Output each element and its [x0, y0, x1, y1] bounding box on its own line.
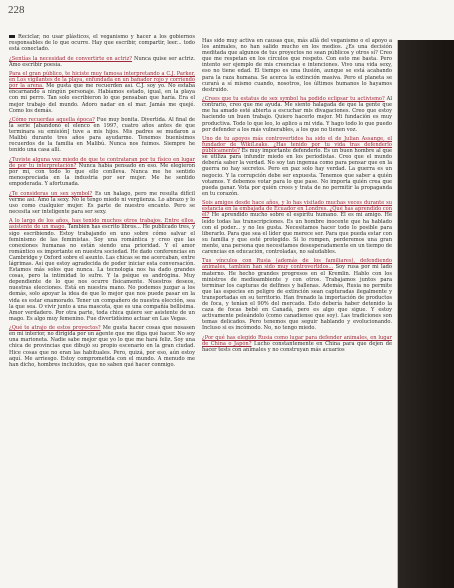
paragraph [202, 136, 392, 197]
paragraph [202, 258, 392, 331]
answer-text: Soy rusa por mi lado materno. He hecho grandes progresos en el Kremlin. Hablo con los ministros de medioambiente y con otros. Trabajamos juntos para terminar los capturas de delfines y ballenas. Además, Rusia no permite que las especies en peligro de extinción sean capturadas ilegalmente y transportadas en su territorio. Han frenado la importación de productos de foca, y tenían el 90% del mercado. Esto debería haber detenido la caza de focas bebé en Canadá, pero es algo que sigue. Y estoy activamente peleándolo (como canadiense que soy). Las tradiciones son temas delicados. Pero tenemos que seguir hablando y evolucionando. Incluso si es incómodo. No, no tengo miedo. [202, 264, 392, 332]
paragraph [9, 191, 195, 215]
right-column [202, 38, 392, 356]
interview-question: ¿Cómo recuerdas aquella época? [9, 117, 95, 124]
interview-question: ¿Por qué has elegido Rusia como lugar para defender animales, en lugar de China o Japón? [202, 334, 392, 347]
answer-text: Me gusta que me recuerden así. C.J. soy yo. No estaba encarnando a ningún personaje. Habíamos estado, igual, en la playa con mi perro. Tan solo escribieron lo que pensaban que haría. Era el mejor trabajo del mundo. Adoro nadar en el mar. Jamás me quejé. Como los demás. [9, 83, 195, 114]
answer-text: He aprendido mucho sobre el espíritu humano. Él es mi amigo. He leído todas las transcripciones. Es un hombre inocente que ha hablado con el poder... y no les gusta. Necesitamos hacer todo lo posible para liberarlo. Para que sea el líder que merece ser. Para que pueda estar con su familia y que esté protegido. Si lo rompen, perderemos una gran mente, una persona que necesitamos desesperadamente en un tiempo de carencias en educación, controladas, no saludables. [202, 212, 392, 255]
paragraph [9, 117, 195, 154]
bullet-mark [9, 35, 15, 38]
paragraph [9, 325, 195, 368]
paragraph [9, 34, 195, 52]
answer-text: También has escrito libros... He publicado tres, y sigo escribiendo. Estoy trabajando en uno sobre cómo salvar el feminismo de las feministas. Soy una romántica y creo que las conexiones humanas no están siendo una prioridad. Y el amor romántico es importante en nuestra sociedad. He dado conferencias en Cambridge y Oxford sobre el asunto. Las chicas se me acercaban, entre lágrimas. Así que estoy agradecida de poder iniciar esta conversación. Estamos más solos que nunca. La tecnología nos ha dado grandes cosas, pero la intimidad lo sufre. Y la psique es andrógina. Muy dependiente de lo que nos ocurre físicamente. Nuestros deseos, nuestras elecciones. Está en nuestra mano. No podemos juzgar a los demás, solo apoyar la idea de que lo mejor que nos puede pasar en la vida es estar enamorado. Tener un compañero de nuestra elección, sea la que sea. O vivir junto a una mascota, que es una compañía bellísima. Amor verdadero. Por otra parte, toda chica quiere ser asistente de un mago. Es algo muy femenino. Fue divertidísimo actuar en Las Vegas. [9, 224, 195, 322]
interview-question: A lo largo de los años, has tenido muchos otros trabajos. Entre ellos, asistente de un mago. [9, 218, 195, 231]
interview-question: ¿Sentías la necesidad de convertirte en actriz? [9, 55, 133, 62]
answer-text: Lucho constantemente en China para que dejen de hacer tests con animales y no construyan más acuarios [202, 340, 392, 353]
interview-question: ¿Qué te atrajo de estos proyectos? [9, 325, 101, 332]
interview-question: Uno de tu apoyos más controvertidos ha sido el de Julian Assange, el fundador de WikiLeaks. ¿Has tenido por tu vida tras defenderlo públicamente? [202, 136, 392, 155]
paragraph [9, 56, 195, 68]
interview-question: Para el gran público, te hiciste muy famosa interpretando a C.J. Parker, en Los vigilantes de la playa, enfundada en un bañador rojo y corriendo por la arena. [9, 71, 195, 90]
facing-page-photo-edge [398, 40, 454, 588]
answer-text: Es un halago, pero me resulta difícil verme así. Amo la sexy. No le tengo miedo ni vergüenza. Lo abrazo y lo uso como cualquier mujer. Es parte de nuestro encanto. Pero se necesita ser inteligente para ser sexy. [9, 190, 195, 215]
interview-question: ¿Crees que tu estatus de sex symbol ha podido eclipsar tu activismo? [202, 96, 385, 103]
paragraph [202, 96, 392, 133]
paragraph [9, 218, 195, 322]
answer-text: Fue muy bonita. Divertida. Al final de la serie [abandonó el elenco en 1997, cuatro años antes de que terminara su emisión] tuve a mis hijos. Mis padres se mudaron a Malibú durante tres años para ayudarme. Tenemos buenísimos recuerdos de la familia en Malibú. Nunca nos fuimos. Siempre he tenido una casa allí. [9, 117, 195, 154]
answer-text: Has sido muy activa en causas que, más allá del veganismo o el apoyo a los animales, no han salido mucho en los medios. ¿Es una decisión meditada que algunos de tus proyectos no sean públicos y otros sí? Creo que me respetan en los círculos que respeto. Con esto me basta. Pero intento ser ejemplo de mis creencias e intenciones. Vivo una vida sexy, eso no tiene edad. El tiempo es una ilusión, aunque se está acabando para la raza humana. Se acerca la extinción masiva. Pero el planeta se curará a sí mismo cuando, nosotros, los últimos humanos lo hayamos destruido. [202, 38, 392, 93]
paragraph [9, 71, 195, 114]
page-number: 228 [8, 4, 25, 16]
interview-question: Tus vínculos con Rusia (además de los familiares), defendiendo animales, también han sido muy controvertidos... [202, 258, 392, 271]
answer-text: Nunca quise ser actriz. Amo escribir poesía. [9, 55, 195, 68]
interview-question: ¿Tuviste alguna vez miedo de que te contrataran por tu físico en lugar de por tu interpretación? [9, 156, 195, 169]
left-column [9, 34, 195, 371]
answer-text: Es muy importante defenderlo. Es un buen hombre al que se utiliza para infundir miedo en los periodistas. Creo que el mundo debería saber la verdad. No soy tan ingenua como para pensar que en la guerra no hay secretos. Pero en paz solo hay verdad. La guerra es un negocio. Y la corrupción debe ser expuesta. Tenemos que saber a quién votamos. Y debemos votar para lo que pase. No importa quién crea que pueda ganar. Vota por quién crees y trata de no permitir la propaganda en tu corazón. [202, 148, 392, 197]
interview-question: ¿Te consideras un sex symbol? [9, 190, 93, 197]
paragraph [9, 157, 195, 187]
paragraph [202, 335, 392, 353]
answer-text: Nunca había pensado en eso. Me elegieron por mí, con todo lo que ello conlleva. Nunca me he sentido menospreciada en la industria por ser mujer. Me he sentido empoderada. Y afortunada. [9, 162, 195, 188]
answer-text: Me gusta hacer cosas que nosasen en mi interior, no dirigida por un agente que me diga qué hacer. No soy una marioneta. Nadie sabe mejor que yo lo que me hará feliz. Soy una chica de provincias que dibujó su propio escenario en la gran ciudad. Hice cosas que no eran las habituales. Pero, quizá, por eso, aún estoy aquí. Me arriesgo. Estoy comprometida con el mundo. A menudo me han dicho, hombres incluidos, que no saben qué hacer conmigo. [9, 325, 195, 368]
paragraph [202, 200, 392, 255]
answer-text: Reciclar, no usar plásticos, el veganismo y hacer a los gobiernos responsables de lo que ocurre. Hay que escribir, compartir, leer... todo está conectado. [9, 34, 195, 53]
interview-question: Sois amigos desde hace años, y lo has visitado muchas veces durante su estancia en la embajada de Ecuador en Londres. ¿Qué has aprendido con él? [202, 200, 392, 219]
answer-text: Al contrario, creo que me ayuda. Me siento halagada de que la gente que me ha amado esté abierta a escuchar mis divagaciones. Creo que estoy haciendo un buen trabajo. Quiero hacerlo mejor. Mi fundación es muy productiva. Todo lo que leo, lo aplico a mi vida. Y hago todo lo que puedo por defender a los más vulnerables, a los que no tienen voz. [202, 96, 392, 133]
paragraph [202, 38, 392, 93]
